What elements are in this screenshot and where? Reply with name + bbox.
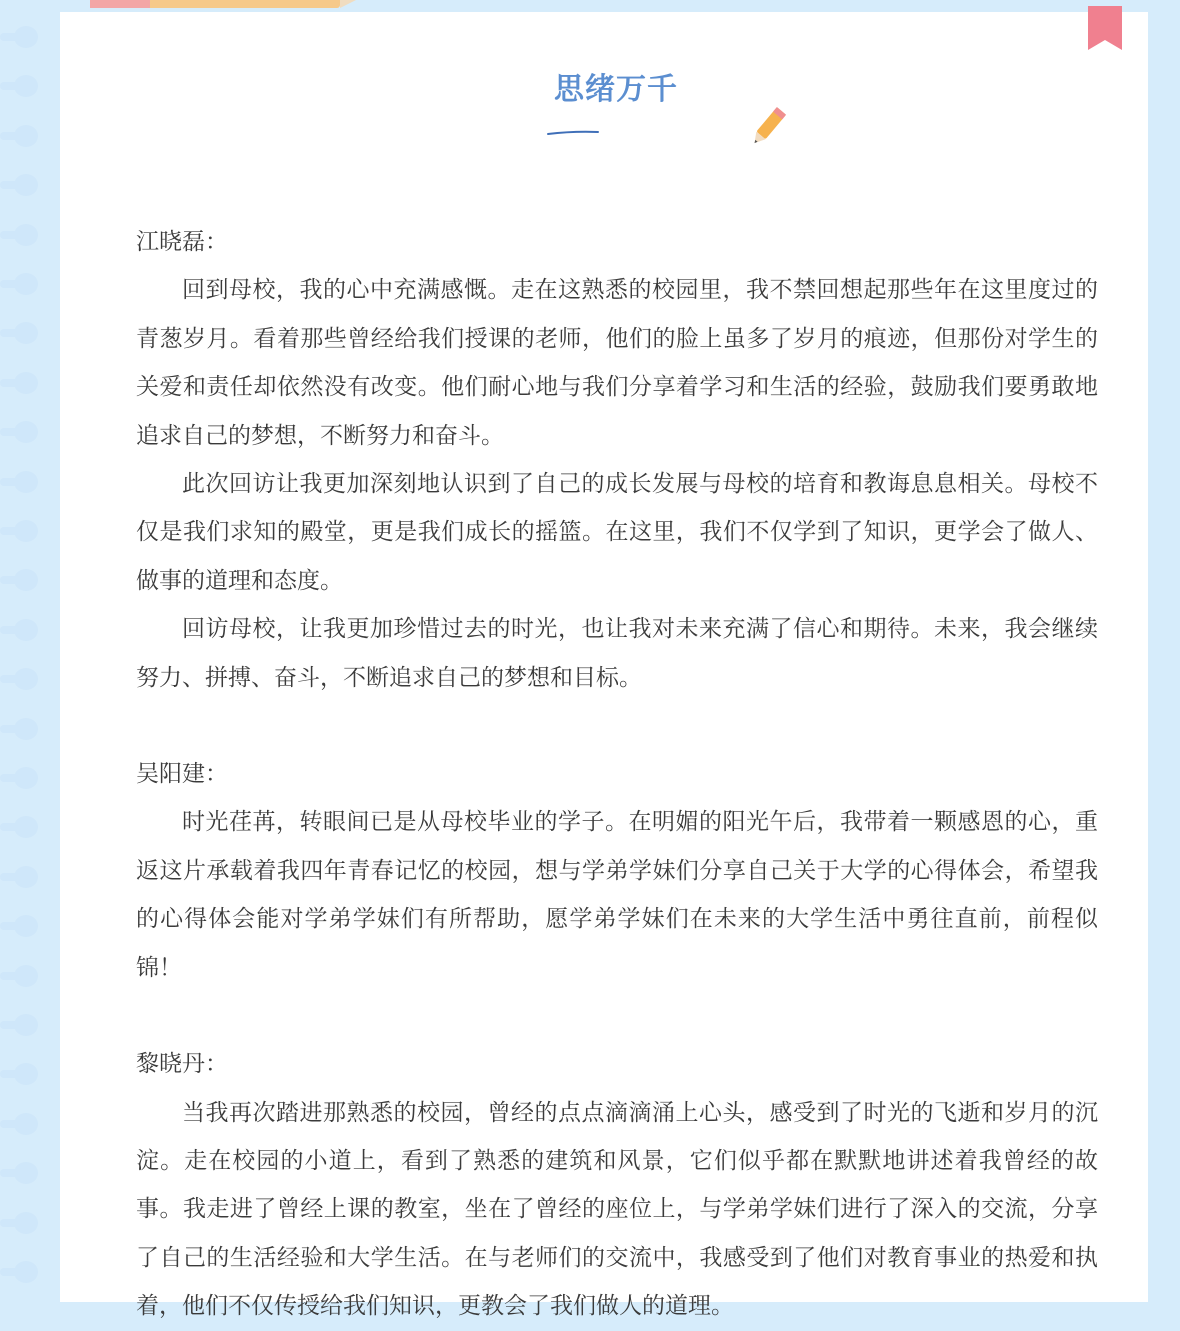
author-name: 黎晓丹： <box>136 1051 228 1078</box>
author-name: 吴阳建： <box>136 761 228 788</box>
binding-ring <box>0 273 38 295</box>
binding-ring <box>0 915 38 937</box>
binding-ring <box>0 965 38 987</box>
pencil-icon <box>748 104 788 150</box>
paragraph: 回访母校，让我更加珍惜过去的时光，也让我对未来充满了信心和期待。未来，我会继续努力、拼搏、奋斗，不断追求自己的梦想和目标。 <box>136 616 1098 691</box>
binding-ring <box>0 1113 38 1135</box>
section-wu <box>136 750 1098 992</box>
binding-ring <box>0 619 38 641</box>
binding-ring <box>0 1261 38 1283</box>
binding-ring <box>0 372 38 394</box>
binding-ring <box>0 1014 38 1036</box>
title-underline <box>546 130 600 136</box>
binding-ring <box>0 816 38 838</box>
author-name: 江晓磊： <box>136 229 228 255</box>
paragraph: 此次回访让我更加深刻地认识到了自己的成长发展与母校的培育和教诲息息相关。母校不仅是我们求知的殿堂，更是我们成长的摇篮。在这里，我们不仅学到了知识，更学会了做人、做事的道理和态度。 <box>136 471 1098 594</box>
paragraph: 时光荏苒，转眼间已是从母校毕业的学子。在明媚的阳光午后，我带着一颗感恩的心，重返这片承载着我四年青春记忆的校园，想与学弟学妹们分享自己关于大学的心得体会，希望我的心得体会能对学弟学妹们有所帮助，愿学弟学妹们在未来的大学生活中勇往直前，前程似锦！ <box>136 809 1098 981</box>
binding-ring <box>0 1162 38 1184</box>
binding-ring <box>0 174 38 196</box>
spiral-binding <box>0 18 60 1288</box>
binding-ring <box>0 1212 38 1234</box>
binding-ring <box>0 224 38 246</box>
paragraph: 回到母校，我的心中充满感慨。走在这熟悉的校园里，我不禁回想起那些年在这里度过的青葱岁月。看着那些曾经给我们授课的老师，他们的脸上虽多了岁月的痕迹，但那份对学生的关爱和责任却依然没有改变。他们耐心地与我们分享着学习和生活的经验，鼓励我们要勇敢地追求自己的梦想，不断努力和奋斗。 <box>136 277 1098 449</box>
binding-ring <box>0 718 38 740</box>
section-spacer <box>136 702 1098 750</box>
paragraph: 当我再次踏进那熟悉的校园，曾经的点点滴滴涌上心头，感受到了时光的飞逝和岁月的沉淀。走在校园的小道上，看到了熟悉的建筑和风景，它们似乎都在默默地讲述着我曾经的故事。我走进了曾经上课的教室，坐在了曾经的座位上，与学弟学妹们进行了深入的交流，分享了自己的生活经验和大学生活。在与老师们的交流中，我感受到了他们对教育事业的热爱和执着，他们不仅传授给我们知识，更教会了我们做人的道理。 <box>136 1099 1098 1320</box>
bookmark-icon <box>1088 6 1122 50</box>
binding-ring <box>0 125 38 147</box>
binding-ring <box>0 668 38 690</box>
section-li <box>136 1040 1098 1330</box>
binding-ring <box>0 866 38 888</box>
binding-ring <box>0 322 38 344</box>
binding-ring <box>0 1063 38 1085</box>
page-title: 思绪万千 <box>554 72 678 107</box>
binding-ring <box>0 75 38 97</box>
pencil-decoration <box>60 0 360 10</box>
binding-ring <box>0 421 38 443</box>
binding-ring <box>0 569 38 591</box>
binding-ring <box>0 471 38 493</box>
note-paper <box>60 12 1148 1320</box>
binding-ring <box>0 520 38 542</box>
binding-ring <box>0 767 38 789</box>
article-body <box>136 218 1098 1331</box>
section-spacer <box>136 992 1098 1040</box>
binding-ring <box>0 26 38 48</box>
section-jiang <box>136 218 1098 702</box>
